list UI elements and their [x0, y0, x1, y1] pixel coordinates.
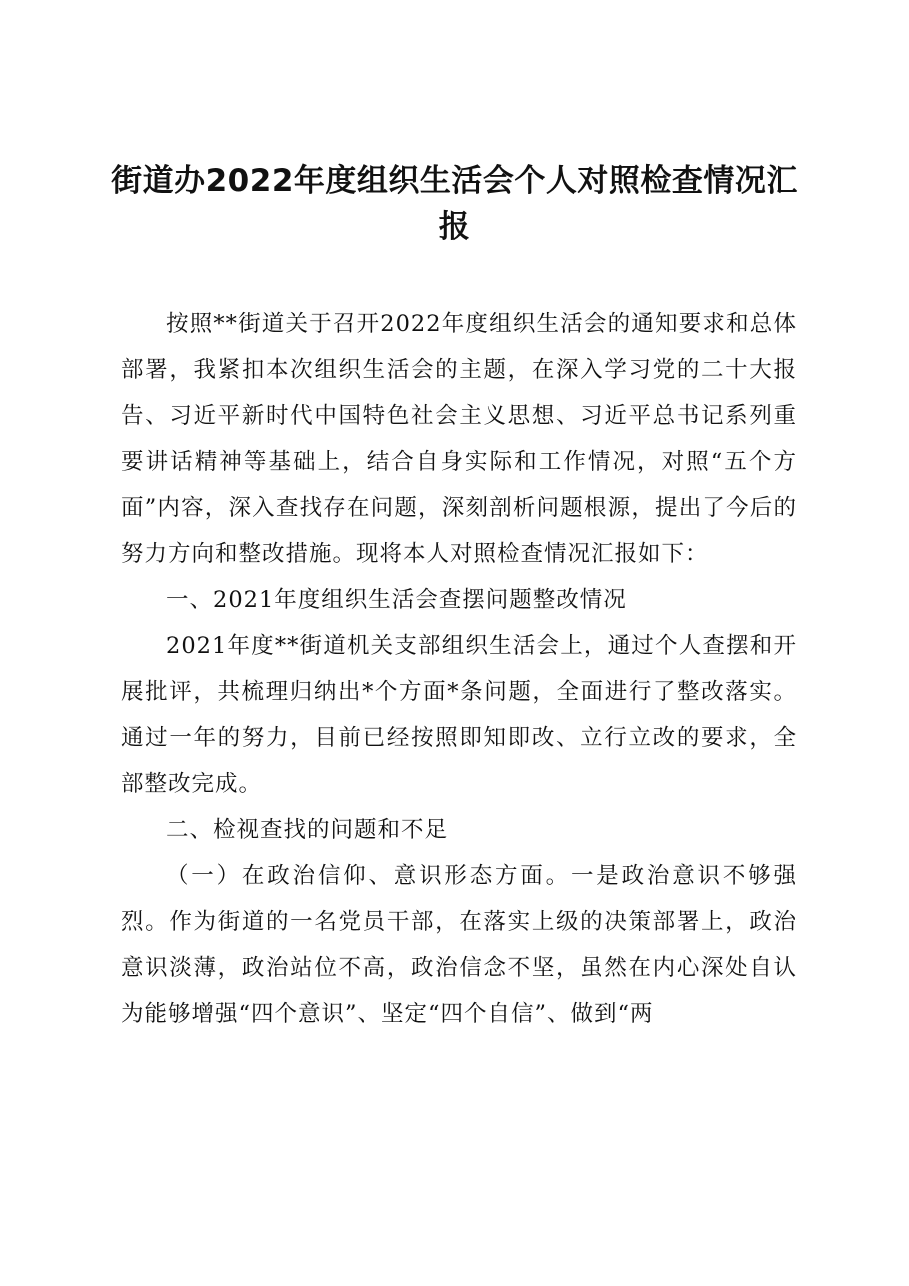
document-body [121, 301, 797, 1037]
intro-paragraph: 按照**街道关于召开2022年度组织生活会的通知要求和总体部署，我紧扣本次组织生活会的主题，在深入学习党的二十大报告、习近平新时代中国特色社会主义思想、习近平总书记系列重要讲话精神等基础上，结合自身实际和工作情况，对照“五个方面”内容，深入查找存在问题，深刻剖析问题根源，提出了今后的努力方向和整改措施。现将本人对照检查情况汇报如下： [121, 311, 797, 567]
section-heading-1: 一、2021年度组织生活会查摆问题整改情况 [166, 587, 627, 613]
section-1-paragraph: 2021年度**街道机关支部组织生活会上，通过个人查摆和开展批评，共梳理归纳出*个方面*条问题，全面进行了整改落实。通过一年的努力，目前已经按照即知即改、立行立改的要求，全部整改完成。 [121, 633, 797, 797]
section-heading-2: 二、检视查找的问题和不足 [166, 817, 449, 843]
document-title: 街道办2022年度组织生活会个人对照检查情况汇报 [111, 163, 798, 245]
section-2-paragraph: （一）在政治信仰、意识形态方面。一是政治意识不够强烈。作为街道的一名党员干部，在落实上级的决策部署上，政治意识淡薄，政治站位不高，政治信念不坚，虽然在内心深处自认为能够增强“四个意识”、坚定“四个自信”、做到“两 [121, 863, 797, 1027]
